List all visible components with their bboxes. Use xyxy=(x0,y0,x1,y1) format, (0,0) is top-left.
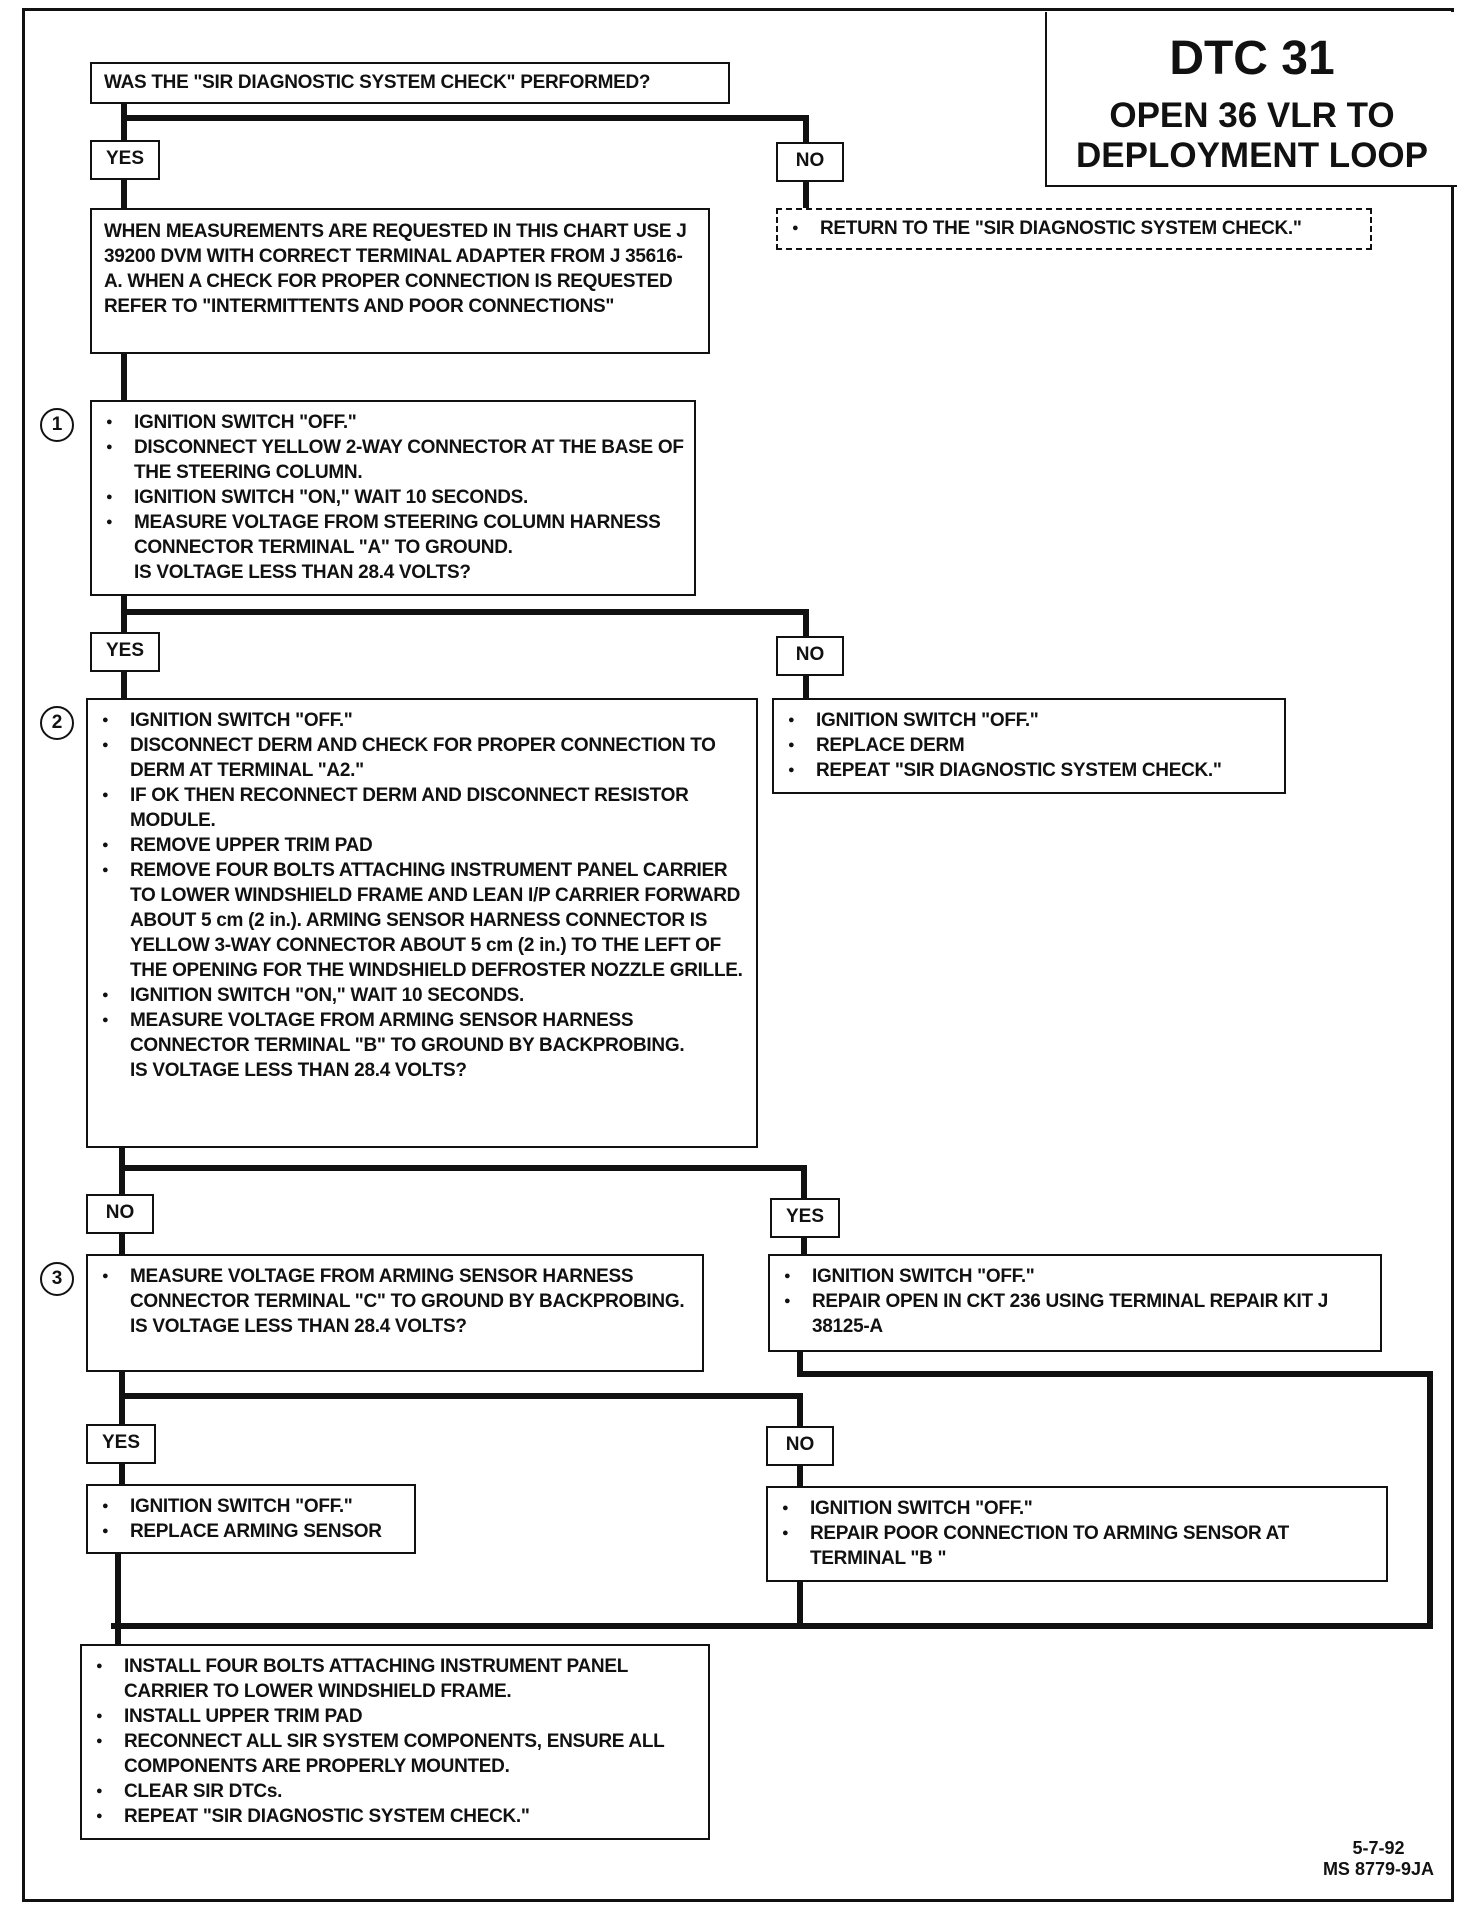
repair-open-item: ● REPAIR OPEN IN CKT 236 USING TERMINAL REPAIR KIT J 38125-A xyxy=(780,1289,1370,1339)
label-no-2: NO xyxy=(776,636,844,676)
step2-item xyxy=(98,1008,746,1083)
step1-item xyxy=(102,510,684,585)
step1-item: ● IGNITION SWITCH "OFF." xyxy=(102,410,684,435)
step2-item: ● DISCONNECT DERM AND CHECK FOR PROPER CONNECTION TO DERM AT TERMINAL "A2." xyxy=(98,733,746,783)
final-step-item: ● RECONNECT ALL SIR SYSTEM COMPONENTS, ENSURE ALL COMPONENTS ARE PROPERLY MOUNTED. xyxy=(92,1729,698,1779)
label-no-3: NO xyxy=(86,1194,154,1234)
step2-item: ● REMOVE FOUR BOLTS ATTACHING INSTRUMENT PANEL CARRIER TO LOWER WINDSHIELD FRAME AND LEAN I/P CARRIER FORWARD ABOUT 5 cm (2 in.). ARMING SENSOR HARNESS CONNECTOR IS YELLOW 3-WAY CONNECTOR ABOUT 5 cm (2 in.) TO THE LEFT OF THE OPENING FOR THE WINDSHIELD DEFROSTER NOZZLE GRILLE. xyxy=(98,858,746,983)
footer-date: 5-7-92 xyxy=(1352,1838,1405,1858)
step2-item: ● REMOVE UPPER TRIM PAD xyxy=(98,833,746,858)
step-number-1: 1 xyxy=(40,408,74,442)
step1-item: ● DISCONNECT YELLOW 2-WAY CONNECTOR AT THE BASE OF THE STEERING COLUMN. xyxy=(102,435,684,485)
final-step-item: ● INSTALL UPPER TRIM PAD xyxy=(92,1704,698,1729)
step2-item: ● IGNITION SWITCH "ON," WAIT 10 SECONDS. xyxy=(98,983,746,1008)
repair-open-box xyxy=(768,1254,1382,1352)
step1-question: IS VOLTAGE LESS THAN 28.4 VOLTS? xyxy=(134,562,471,583)
question-diagnostic-check: WAS THE "SIR DIAGNOSTIC SYSTEM CHECK" PERFORMED? xyxy=(90,62,730,104)
step2-question: IS VOLTAGE LESS THAN 28.4 VOLTS? xyxy=(130,1060,467,1081)
poor-connection-item: ● IGNITION SWITCH "OFF." xyxy=(778,1496,1376,1521)
replace-sensor-box xyxy=(86,1484,416,1554)
replace-sensor-item: ● REPLACE ARMING SENSOR xyxy=(98,1519,404,1544)
label-yes-4: YES xyxy=(86,1424,156,1464)
title-block xyxy=(1045,12,1457,187)
label-no-1: NO xyxy=(776,142,844,182)
step2-item: ● IGNITION SWITCH "OFF." xyxy=(98,708,746,733)
derm-item: ● REPEAT "SIR DIAGNOSTIC SYSTEM CHECK." xyxy=(784,758,1274,783)
replace-sensor-item: ● IGNITION SWITCH "OFF." xyxy=(98,1494,404,1519)
label-no-4: NO xyxy=(766,1426,834,1466)
final-step-item: ● CLEAR SIR DTCs. xyxy=(92,1779,698,1804)
dtc-code: DTC 31 xyxy=(1169,32,1335,85)
step3-item xyxy=(98,1264,692,1339)
footer-code: MS 8779-9JA xyxy=(1322,1859,1434,1879)
derm-item: ● REPLACE DERM xyxy=(784,733,1274,758)
step2-item: ● IF OK THEN RECONNECT DERM AND DISCONNECT RESISTOR MODULE. xyxy=(98,783,746,833)
final-steps-box xyxy=(80,1644,710,1840)
poor-connection-item: ● REPAIR POOR CONNECTION TO ARMING SENSOR AT TERMINAL "B " xyxy=(778,1521,1376,1571)
poor-connection-box xyxy=(766,1486,1388,1582)
derm-item: ● IGNITION SWITCH "OFF." xyxy=(784,708,1274,733)
return-step-text: ● RETURN TO THE "SIR DIAGNOSTIC SYSTEM CHECK." xyxy=(788,216,1360,241)
return-step-box xyxy=(776,208,1372,250)
step1-item: ● IGNITION SWITCH "ON," WAIT 10 SECONDS. xyxy=(102,485,684,510)
replace-derm-box xyxy=(772,698,1286,794)
label-yes-3: YES xyxy=(770,1198,840,1238)
label-yes-2: YES xyxy=(90,632,160,672)
step3-question: IS VOLTAGE LESS THAN 28.4 VOLTS? xyxy=(130,1316,467,1337)
step1-box xyxy=(90,400,696,596)
label-yes-1: YES xyxy=(90,140,160,180)
repair-open-item: ● IGNITION SWITCH "OFF." xyxy=(780,1264,1370,1289)
step-number-2: 2 xyxy=(40,706,74,740)
step2-box xyxy=(86,698,758,1148)
step3-box xyxy=(86,1254,704,1372)
step-number-3: 3 xyxy=(40,1262,74,1296)
step1-item-text: MEASURE VOLTAGE FROM STEERING COLUMN HARNESS CONNECTOR TERMINAL "A" TO GROUND. xyxy=(134,512,661,558)
step3-item-text: MEASURE VOLTAGE FROM ARMING SENSOR HARNESS CONNECTOR TERMINAL "C" TO GROUND BY BACKPROBING. xyxy=(130,1266,685,1312)
dtc-title: OPEN 36 VLR TO DEPLOYMENT LOOP xyxy=(1076,96,1428,175)
footer-ref xyxy=(1323,1838,1434,1880)
intro-note: WHEN MEASUREMENTS ARE REQUESTED IN THIS CHART USE J 39200 DVM WITH CORRECT TERMINAL ADAPTER FROM J 35616-A. WHEN A CHECK FOR PROPER CONNECTION IS REQUESTED REFER TO "INTERMITTENTS AND POOR CONNECTIONS" xyxy=(90,208,710,354)
final-step-item: ● REPEAT "SIR DIAGNOSTIC SYSTEM CHECK." xyxy=(92,1804,698,1829)
step2-item-text: MEASURE VOLTAGE FROM ARMING SENSOR HARNESS CONNECTOR TERMINAL "B" TO GROUND BY BACKPROBING. xyxy=(130,1010,685,1056)
final-step-item: ● INSTALL FOUR BOLTS ATTACHING INSTRUMENT PANEL CARRIER TO LOWER WINDSHIELD FRAME. xyxy=(92,1654,698,1704)
